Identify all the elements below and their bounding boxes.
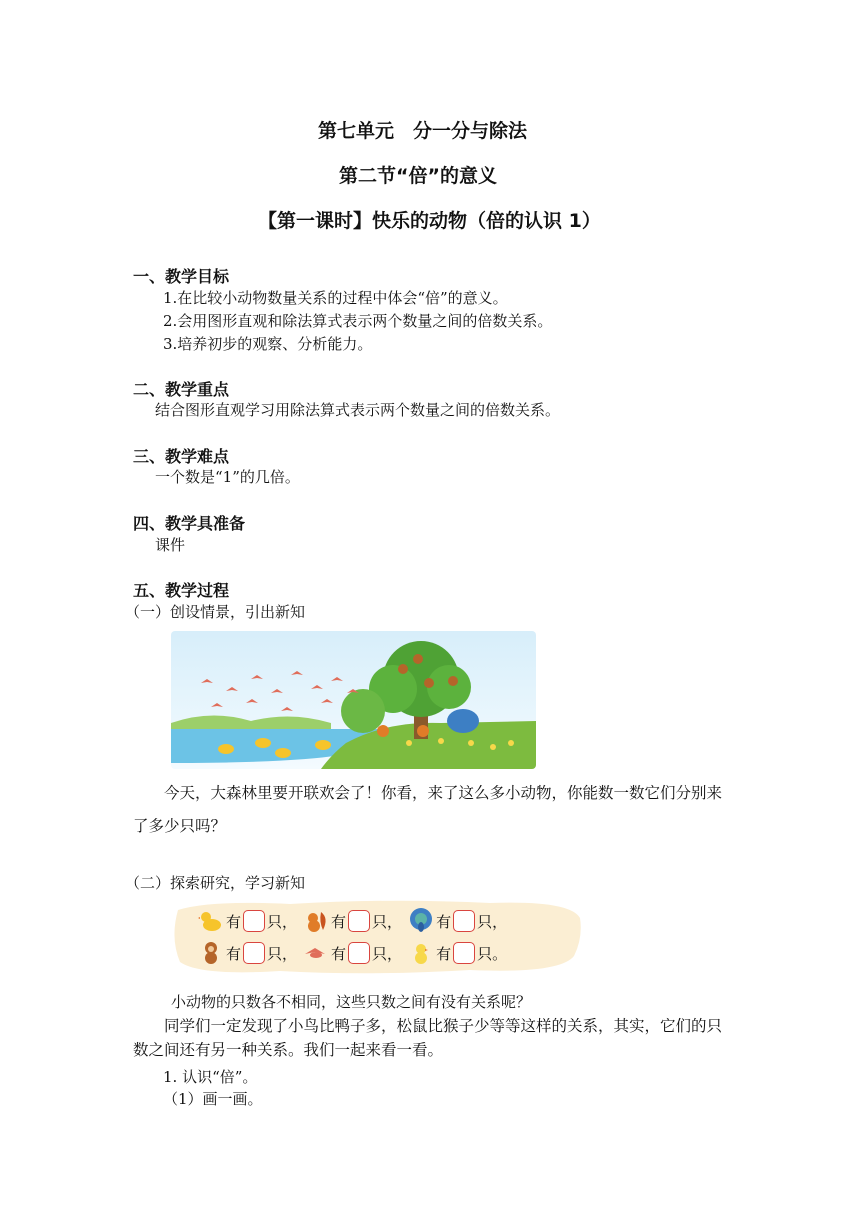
objective-3: 3.培养初步的观察、分析能力。	[163, 335, 373, 353]
heading-key-points: 二、教学重点	[133, 380, 230, 399]
bird-count: 有 只，	[303, 940, 402, 966]
counting-bubble	[170, 898, 583, 976]
lesson-title: 【第一课时】快乐的动物（倍的认识 1）	[258, 210, 601, 232]
peacock	[447, 709, 479, 733]
monkey-count: 有 只，	[198, 940, 297, 966]
bird-icon	[303, 940, 329, 966]
heading-process: 五、教学过程	[133, 581, 230, 600]
peacock-count-box[interactable]	[453, 910, 475, 932]
section-title: 第二节“倍”的意义	[339, 165, 497, 187]
tree-crown-3	[427, 665, 471, 709]
monkey	[398, 664, 408, 674]
forest-party-illustration	[171, 631, 536, 769]
key-points-text: 结合图形直观学习用除法算式表示两个数量之间的倍数关系。	[155, 401, 561, 419]
objective-1: 1.在比较小动物数量关系的过程中体会“倍”的意义。	[163, 289, 508, 307]
bush	[341, 689, 385, 733]
subheading-scenario: （一）创设情景，引出新知	[125, 603, 306, 621]
monkey-count-box[interactable]	[243, 942, 265, 964]
peacock-icon	[408, 908, 434, 934]
duck-count-box[interactable]	[243, 910, 265, 932]
monkey	[413, 654, 423, 664]
subheading-explore: （二）探索研究，学习新知	[125, 874, 306, 892]
objective-2: 2.会用图形直观和除法算式表示两个数量之间的倍数关系。	[163, 312, 553, 330]
chick-icon	[408, 940, 434, 966]
relation-paragraph: 同学们一定发现了小鸟比鸭子多，松鼠比猴子少等等这样的关系，其实，它们的只数之间还有另一种关系。我们一起来看一看。	[133, 1017, 723, 1059]
intro-paragraph: 今天，大森林里要开联欢会了！你看，来了这么多小动物，你能数一数它们分别来了多少只吗？	[133, 784, 723, 835]
heading-difficulty: 三、教学难点	[133, 447, 230, 466]
chick-count: 有 只。	[408, 940, 507, 966]
squirrel	[377, 725, 389, 737]
count-row-2	[198, 938, 507, 968]
squirrel-count-box[interactable]	[348, 910, 370, 932]
step-1: 1. 认识“倍”。	[163, 1068, 258, 1086]
heading-objectives: 一、教学目标	[133, 267, 230, 286]
difficulty-text: 一个数是“1”的几倍。	[155, 468, 300, 486]
duck-icon	[198, 908, 224, 934]
monkey	[448, 676, 458, 686]
squirrel	[417, 725, 429, 737]
chick-count-box[interactable]	[453, 942, 475, 964]
heading-materials: 四、教学具准备	[133, 514, 246, 533]
step-1a: （1）画一画。	[163, 1090, 263, 1108]
count-row-1	[198, 906, 507, 936]
materials-text: 课件	[155, 536, 186, 554]
bird-count-box[interactable]	[348, 942, 370, 964]
unit-title: 第七单元 分一分与除法	[318, 120, 528, 142]
squirrel-count: 有 只，	[303, 908, 402, 934]
duck-count: 有 只，	[198, 908, 297, 934]
peacock-count: 有 只，	[408, 908, 507, 934]
monkey-icon	[198, 940, 224, 966]
question-paragraph: 小动物的只数各不相同，这些只数之间有没有关系呢？	[171, 993, 532, 1011]
monkey	[424, 678, 434, 688]
squirrel-icon	[303, 908, 329, 934]
